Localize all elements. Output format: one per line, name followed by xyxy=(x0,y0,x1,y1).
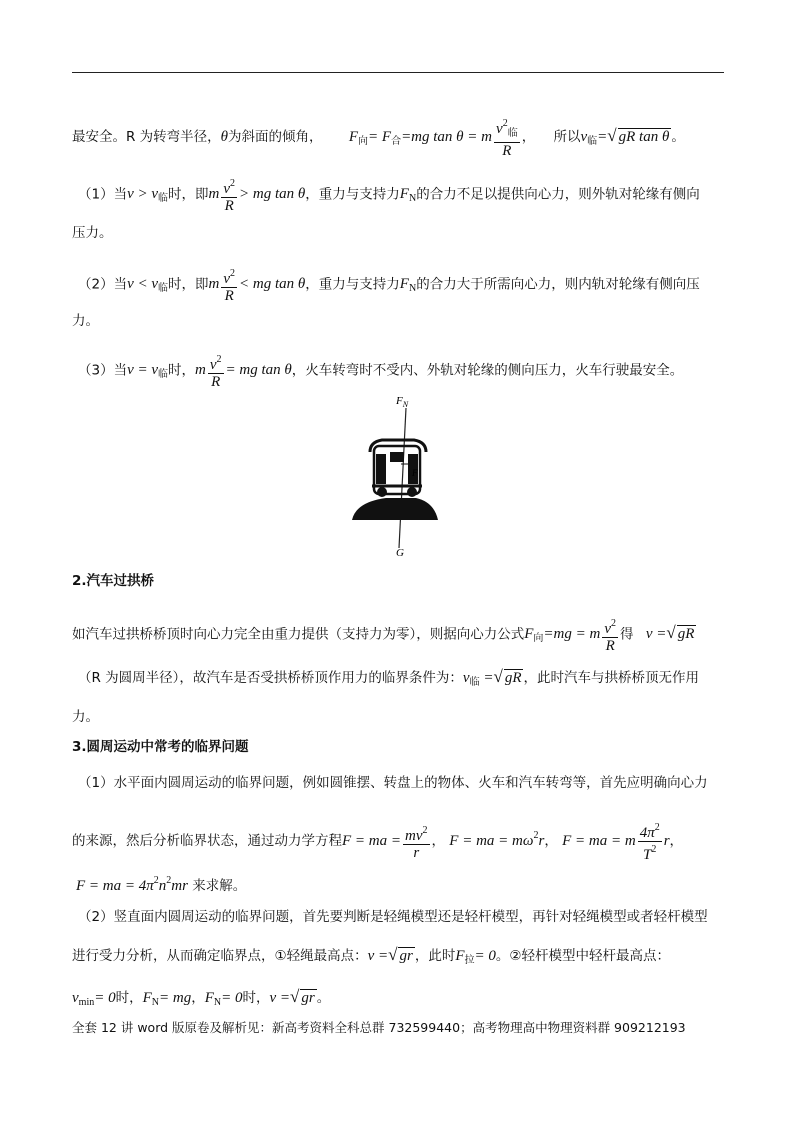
case-2-line-2: 力。 xyxy=(72,313,99,329)
section-3-line-6: $v_{min}= 0$时，$F_N=$ mg，$F_N= 0$时，v =√ gr 。 xyxy=(72,987,331,1008)
case-2-line: （2）当$v < v_临$时，即m $\frac{v^2}{R}$ < mg tan θ，重力与支持力$F_N$的合力大于所需向心力，则内轨对轮缘有侧向压 xyxy=(78,268,700,304)
section-2-line-2: （R 为圆周半径），故汽车是否受拱桥桥顶作用力的临界条件为：$v_临$ =√ gR ，此时汽车与拱桥桥顶无作用 xyxy=(78,667,699,688)
g-label: G xyxy=(396,547,404,559)
wagon xyxy=(370,440,426,497)
case-3-line: （3）当$v = v_临$时，m $\frac{v^2}{R}$ = mg tan θ，火车转弯时不受内、外轨对轮缘的侧向压力，火车行驶最安全。 xyxy=(78,354,684,390)
symbol: θ xyxy=(220,128,229,145)
footer-note: 全套 12 讲 word 版原卷及解析见：新高考资料全科总群 732599440；高考物理高中物理资料群 909212193 xyxy=(72,1020,686,1035)
section-2-line-3: 力。 xyxy=(72,709,99,725)
text: 最安全。R 为转弯半径， xyxy=(72,128,221,145)
f-label: F xyxy=(412,468,418,478)
section-3-heading: 3.圆周运动中常考的临界问题 xyxy=(72,739,249,755)
fn-label: $F_N$ xyxy=(396,395,409,409)
text: 所以 xyxy=(553,128,581,145)
case-1-line-2: 压力。 xyxy=(72,225,113,241)
section-2-line-1: 如汽车过拱桥桥顶时向心力完全由重力提供（支持力为零），则据向心力公式$F_向=mg = m$ $\frac{v^2}{R}$ 得 v =√ gR xyxy=(72,618,695,654)
text: 。 xyxy=(671,128,685,145)
equation-critical-speed: $v_临=√$ gR tan θ xyxy=(580,125,670,147)
section-2-heading: 2.汽车过拱桥 xyxy=(72,573,155,589)
force-line xyxy=(399,408,406,548)
header-rule xyxy=(72,72,724,73)
section-3-line-1: （1）水平面内圆周运动的临界问题，例如圆锥摆、转盘上的物体、火车和汽车转弯等，首先应明确向心力 xyxy=(78,775,708,791)
text: ， xyxy=(521,128,536,145)
ground-shape xyxy=(352,498,438,520)
equation-centripetal: $F_向= F_合=mg$ tan θ = m $\frac{v^2_临}{R}$ xyxy=(348,118,518,159)
section-3-line-4: （2）竖直面内圆周运动的临界问题，首先要判断是轻绳模型还是轻杆模型，再针对轻绳模型或者轻杆模型 xyxy=(78,909,708,925)
text: 为斜面的倾角， xyxy=(228,128,323,145)
section-3-line-2: 的来源，然后分析临界状态，通过动力学方程F = ma = $\frac{mv^2}{r}$ ， F = ma = $m\omega^2r$， F = ma = m $\frac{4\pi^2}{T^2}$ r， xyxy=(72,822,684,863)
train-force-figure xyxy=(346,390,446,562)
case-1-line: （1）当$v > v_临$时，即m $\frac{v^2}{R}$ > mg tan θ，重力与支持力$F_N$的合力不足以提供向心力，则外轨对轮缘有侧向 xyxy=(78,178,700,214)
section-3-line-5: 进行受力分析，从而确定临界点，①轻绳最高点：v =√ gr ，此时$F_拉= 0$。②轻杆模型中轻杆最高点： xyxy=(72,945,670,966)
intro-line xyxy=(72,116,685,159)
section-3-line-3: F = ma = $4\pi^2n^2mr$ 来求解。 xyxy=(76,875,247,894)
